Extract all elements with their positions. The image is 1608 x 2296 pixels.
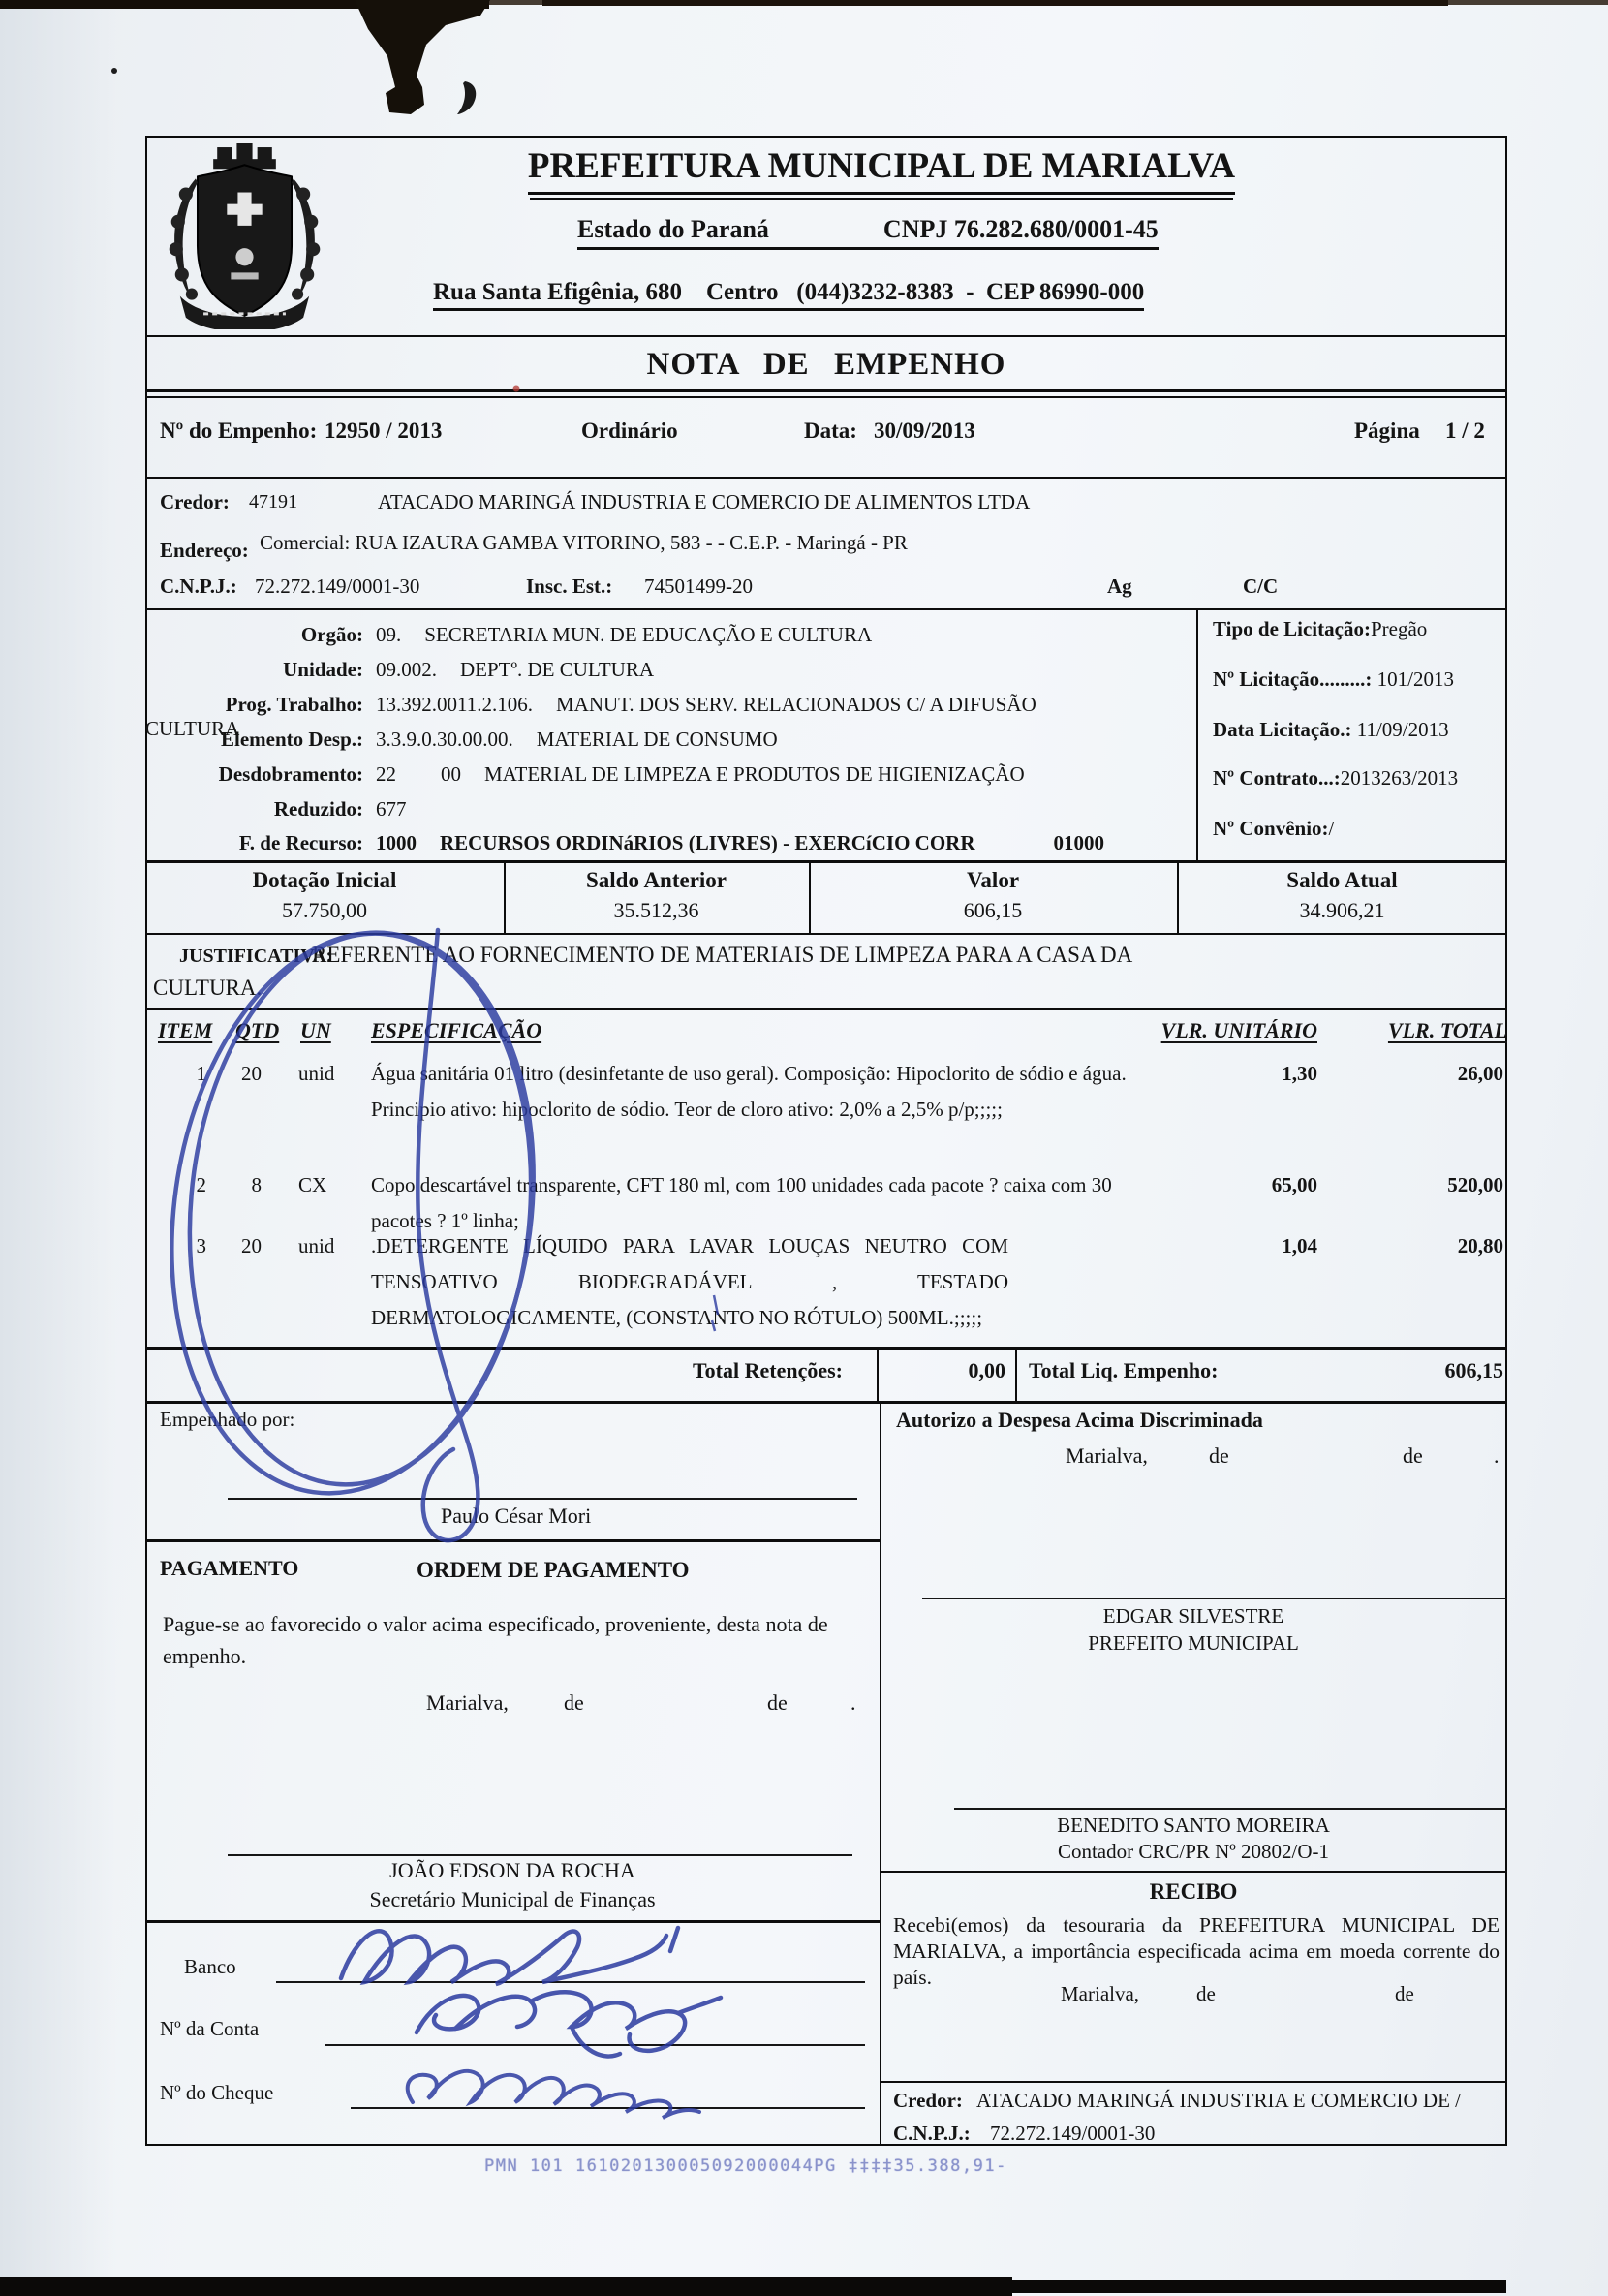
classification-row: Orgão: 09. SECRETARIA MUN. DE EDUCAÇÃO E CULTURA [300,623,873,646]
convenio-number-row: Nº Convênio:/ [1213,817,1335,840]
justificativa-label: JUSTIFICATIVA: [179,946,333,967]
valor-col: Valor 606,15 [963,868,1023,922]
credor-cnpj: 72.272.149/0001-30 [255,574,420,598]
autorizo-dot: . [1494,1443,1500,1468]
empenhado-por-label: Empenhado por: [160,1408,295,1431]
cheque-label: Nº do Cheque [160,2081,274,2104]
autorizo-de1: de [1209,1443,1229,1468]
credor-cc-label: C/C [1243,574,1279,598]
scan-edge-top [0,0,1608,9]
rule [1015,1350,1017,1401]
scanned-document-page: PREFEITURA MUNICIPAL DE MARIALVA Estado do Paraná CNPJ 76.282.680/0001-45 Rua Santa Efigênia, 680 Centro (044)3232-8383 - CEP 86990-000 NOTA DE EMPENHO Nº do Empenho: 12950 / 2013 Ordinário Data: 30/09/2013 Página 1 / 2 Credor: 47191 ATACADO MARINGÁ INDUSTRIA E COMERCIO DE ALIMENTOS LTDA Endereço: Comercial: RUA IZAURA GAMBA VITORINO, 583 - - C.E.P. - Maringá - PR C.N.P.J.: 72.272.149/0001-30 Insc. Est.: 74501499-20 Ag C/C Orgão: 09. SECRETARIA MUN. DE EDUCAÇÃO E CULTURA Unidade: 09.002. DEPTº. DE CULTURA Prog. Trabalho: 13.392.0011.2.106. MANUT. DOS SERV. RELACIONADOS C/ A DIFUSÃO CULTURA Elemento Desp.: 3.3.9.0.30.00.00. MATERIAL DE CONSUMO Desdobramento: 22 00 MATERIAL DE LIMPEZA E PRODUTOS DE HIGIENIZAÇÃO Reduzido: 677 F. de Recurso: 1000 RECURSOS ORDINáRIOS (LIVRES) - EXERCíCIO CORR 01000 Tipo de Licitação:Pregão Nº Licitação.........: 101/2013 Data Licitação.: 11/09/2013 Nº Contrato...:2013263/2013 Nº Convênio:/ Dotação Inicial 57.750,00 Saldo Anterior 35.512,36 Valor 606,15 Saldo Atual 34.906,21 JUSTIFICATIVA: REFERENTE AO FORNECIMENTO DE MATERIAIS DE LIMPEZA PARA A CASA DA CULTURA. ITEM QTD UN ESPECIFICAÇÃO VLR. UNITÁRIO VLR. TOTAL 1 20 unid Água sanitária 01 litro (desinfetante de uso geral). Composição: Hipoclorito de sódio e água. Principio ativo: hipoclorito de sódio. Teor de cloro ativo: 2,0% a 2,5% p/p;;;;; 1,30 26,00 2 8 CX Copo descartável transparente, CFT 180 ml, com 100 unidades cada pacote ? caixa com 30 pacotes ? 1º linha; 65,00 520,00 3 20 unid .DETERGENTE LÍQUIDO PARA LAVAR LOUÇAS NEUTRO COM TENSOATIVO BIODEGRADÁVEL , TESTADO DERMATOLOGICAMENTE, (CONSTANTO NO RÓTULO) 500ML.;;;;; 1,04 20,80 Total Retenções: 0,00 Total Liq. Empenho: 606,15 Empenhado por: Paulo César Mori PAGAMENTO ORDEM DE PAGAMENTO Pague-se ao favorecido o valor acima especificado, proveniente, desta nota de empenho. Marialva, de de . JOÃO EDSON DA ROCHA Secretário Municipal de Finanças Banco Nº da Conta Nº do Cheque Autorizo a Despesa Acima Discriminada Marialva, de de . EDGAR SILVESTRE PREFEITO MUNICIPAL BENEDITO SANTO MOREIRA Contador CRC/PR Nº 20802/O-1 RECIBO Recebi(emos) da tesouraria da PREFEITURA MUNICIPAL DE MARIALVA, a importância especificada acima em moeda corrente do país. Marialva, de de Credor: ATACADO MARINGÁ INDUSTRIA E COMERCIO DE / C.N.P.J.: 72.272.149/0001-30 PMN 101 161020130005092000044PG ‡‡‡‡35.388,91- [0,0,1608,2296]
conta-field-line [325,2044,865,2046]
classification-row: Reduzido: 677 [273,797,407,821]
autorizo-city: Marialva, [1066,1443,1148,1468]
recibo-de1: de [1196,1982,1216,2005]
machine-printed-line: PMN 101 161020130005092000044PG ‡‡‡‡35.388,91- [484,2156,1007,2176]
rule [1196,608,1198,862]
rule [145,1401,1507,1404]
pagamento-text: Pague-se ao favorecido o valor acima especificado, proveniente, desta nota de empenho. [163,1612,828,1668]
rule [145,933,1507,935]
banco-label: Banco [184,1955,236,1978]
signature-line [228,1854,852,1856]
saldo-atual-col: Saldo Atual 34.906,21 [1286,868,1398,922]
credor-name: ATACADO MARINGÁ INDUSTRIA E COMERCIO DE ALIMENTOS LTDA [378,490,1031,513]
rule [145,860,1507,863]
empenho-date: 30/09/2013 [874,419,975,443]
banco-field-line [276,1981,865,1983]
accountant-role: Contador CRC/PR Nº 20802/O-1 [1057,1840,1330,1863]
black-wedge-artifact [355,0,490,114]
header-cnpj: CNPJ 76.282.680/0001-45 [882,215,1159,243]
dot-artifact [111,68,117,74]
total-retencoes-value: 0,00 [968,1358,1005,1382]
accountant-name: BENEDITO SANTO MOREIRA [1057,1814,1330,1837]
col-header-vlr-unitario: VLR. UNITÁRIO [1160,1018,1317,1042]
pagamento-title: PAGAMENTO [160,1556,299,1580]
credor-ag-label: Ag [1107,574,1132,598]
mayor-role: PREFEITO MUNICIPAL [1088,1631,1299,1655]
empenho-date-label: Data: [804,419,857,443]
rule [880,1404,881,2146]
finance-secretary-name: JOÃO EDSON DA ROCHA [389,1858,635,1882]
recibo-text: Recebi(emos) da tesouraria da PREFEITURA MUNICIPAL DE MARIALVA, a importância especificada acima em moeda corrente do país. [893,1913,1500,1989]
rule [145,477,1507,479]
header-address: Rua Santa Efigênia, 680 Centro (044)3232-8383 - CEP 86990-000 [433,279,1144,311]
rule [877,1350,879,1401]
cheque-field-line [351,2107,865,2109]
page-title: PREFEITURA MUNICIPAL DE MARIALVA [528,145,1235,195]
page-number: 1 / 2 [1445,419,1485,443]
rule [1177,863,1179,933]
pagamento-dot: . [850,1691,856,1715]
pagamento-de2: de [767,1691,788,1715]
page-number-label: Página [1354,419,1420,443]
total-liq-label: Total Liq. Empenho: [1029,1358,1219,1382]
credor-insc-label: Insc. Est.: [526,574,613,598]
comma-artifact [457,81,476,114]
signature-line [228,1498,857,1500]
mayor-name: EDGAR SILVESTRE [1102,1604,1284,1628]
classification-row: Elemento Desp.: 3.3.9.0.30.00.00. MATERIAL DE CONSUMO [221,728,778,751]
doc-title: NOTA DE EMPENHO [646,347,1006,382]
conta-label: Nº da Conta [160,2017,260,2040]
credor-address-label: Endereço: [160,539,249,562]
footer-cnpj: 72.272.149/0001-30 [990,2122,1156,2145]
rule [504,863,506,933]
empenhado-signer-name: Paulo César Mori [441,1504,592,1528]
total-retencoes-label: Total Retenções: [693,1358,843,1382]
contract-number-row: Nº Contrato...:2013263/2013 [1213,766,1459,790]
licitacao-type-row: Tipo de Licitação:Pregão [1213,617,1428,640]
justificativa-line2: CULTURA. [153,976,263,1000]
empenho-type: Ordinário [581,419,678,443]
empenho-number-label: Nº do Empenho: [160,419,318,443]
signature-line [922,1598,1507,1599]
col-header-qtd: QTD [235,1018,280,1042]
rule [145,1539,880,1542]
dotacao-inicial-col: Dotação Inicial 57.750,00 [252,868,397,922]
footer-credor-label: Credor: [893,2089,963,2112]
rule [880,2081,1507,2083]
recibo-city: Marialva, [1061,1982,1140,2005]
rule [145,389,1507,392]
header [320,145,1443,195]
rule [880,1871,1507,1873]
finance-secretary-role: Secretário Municipal de Finanças [369,1887,656,1911]
rule [145,1008,1507,1010]
empenho-number: 12950 / 2013 [325,419,443,443]
rule [145,1347,1507,1350]
autorizo-title: Autorizo a Despesa Acima Discriminada [896,1408,1263,1432]
classification-row: F. de Recurso: 1000 RECURSOS ORDINáRIOS (LIVRES) - EXERCíCIO CORR 01000 [238,831,1104,854]
total-liq-value: 606,15 [1444,1358,1503,1382]
classification-row: Unidade: 09.002. DEPTº. DE CULTURA [283,658,654,681]
rule [145,335,1507,337]
col-header-espec: ESPECIFICAÇÃO [371,1018,542,1042]
scan-edge-bottom [0,2277,1506,2296]
ordem-pagamento-title: ORDEM DE PAGAMENTO [417,1558,690,1582]
footer-cnpj-label: C.N.P.J.: [893,2122,971,2145]
saldo-anterior-col: Saldo Anterior 35.512,36 [585,868,727,922]
rule [145,1920,880,1923]
footer-credor-name: ATACADO MARINGÁ INDUSTRIA E COMERCIO DE / [976,2089,1461,2112]
header-state: Estado do Paraná [577,215,769,243]
credor-code: 47191 [249,491,297,512]
rule [145,608,1507,610]
credor-insc: 74501499-20 [644,574,753,598]
credor-address: Comercial: RUA IZAURA GAMBA VITORINO, 583 - - C.E.P. - Maringá - PR [260,531,908,554]
header-subline [577,215,1159,250]
signature-line [954,1808,1507,1810]
credor-label: Credor: [160,490,230,513]
licitacao-number-row: Nº Licitação.........: 101/2013 [1213,667,1454,691]
col-header-item: ITEM [158,1018,213,1042]
col-header-un: UN [300,1018,331,1042]
pagamento-date-city: Marialva, [426,1691,509,1715]
recibo-title: RECIBO [1149,1879,1238,1904]
recibo-de2: de [1395,1982,1414,2005]
justificativa-line1: REFERENTE AO FORNECIMENTO DE MATERIAIS DE LIMPEZA PARA A CASA DA [312,943,1133,967]
col-header-vlr-total: VLR. TOTAL [1387,1018,1507,1042]
rule [809,863,811,933]
licitacao-date-row: Data Licitação.: 11/09/2013 [1213,718,1449,741]
rule [145,396,1507,398]
classification-row: Prog. Trabalho: 13.392.0011.2.106. MANUT. DOS SERV. RELACIONADOS C/ A DIFUSÃO CULTURA [145,693,1036,740]
pagamento-de1: de [564,1691,584,1715]
credor-cnpj-label: C.N.P.J.: [160,574,237,598]
autorizo-de2: de [1403,1443,1423,1468]
classification-row: Desdobramento: 22 00 MATERIAL DE LIMPEZA E PRODUTOS DE HIGIENIZAÇÃO [218,762,1025,786]
